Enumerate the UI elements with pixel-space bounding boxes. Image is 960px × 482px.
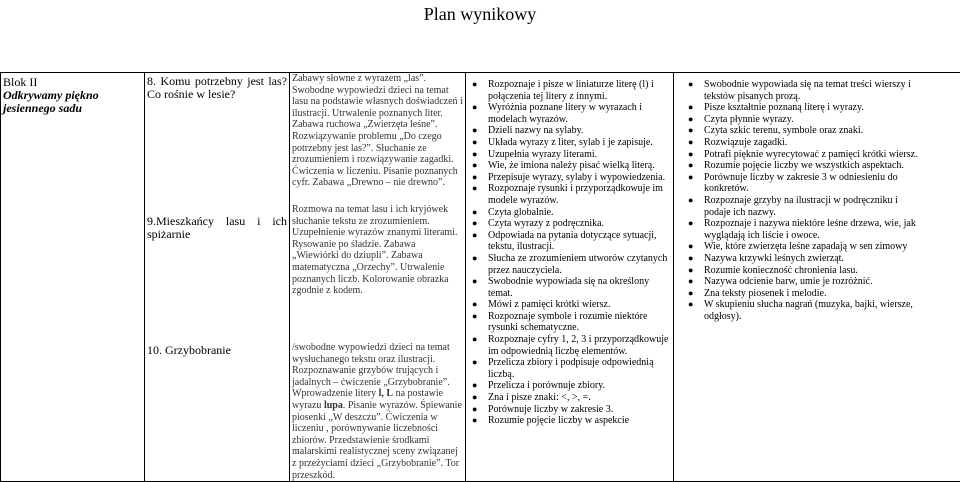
bullet-icon: ●: [688, 79, 693, 91]
extended-requirements-list: [676, 79, 958, 322]
bullet-icon: ●: [688, 114, 693, 126]
list-item: ● Rozwiązuje zagadki.: [704, 137, 918, 149]
bullet-icon: ●: [472, 207, 477, 219]
activity-8: Zabawy słowne z wyrazem „las”. Swobodne wypowiedzi dzieci na temat lasu na podstawie własnych doświadczeń i ilustracji. Utrwalenie poznanych liter. Zabawa ruchowa „Zwierzęta leśne”. Rozwiązywanie problemu „Do czego potrzebny jest las?”. Słuchanie ze zrozumieniem i rozwiązywanie zagadki. Ćwiczenia w liczeniu. Pisanie poznanych cyfr. Zabawa „Drewno – nie drewno”.: [292, 73, 463, 204]
bullet-icon: ●: [472, 172, 477, 184]
list-item: ● Uzupełnia wyrazy literami.: [488, 149, 671, 161]
bullet-icon: ●: [472, 357, 477, 369]
activity-10-part3: . Pisanie wyrazów. Śpiewanie piosenki „W deszczu”. Ćwiczenia w liczeniu , porównywanie liczebności zbiorów. Przedstawienie środkami malarskimi realistycznej sceny związanej z przeżyciami dzieci „Grzybobranie”. Tor przeszkód.: [292, 400, 462, 481]
topic-10: 10. Grzybobranie: [147, 344, 287, 357]
topic-8: 8. Komu potrzebny jest las? Co rośnie w lesie?: [147, 75, 287, 215]
bullet-icon: ●: [688, 125, 693, 137]
bullet-icon: ●: [688, 265, 693, 277]
bullet-icon: ●: [472, 79, 477, 91]
bullet-icon: ●: [472, 160, 477, 172]
bullet-icon: ●: [472, 311, 477, 323]
list-item: ● Przelicza zbiory i podpisuje odpowiednią liczbą.: [488, 357, 671, 380]
bullet-icon: ●: [688, 288, 693, 300]
list-item: ● W skupieniu słucha nagrań (muzyka, bajki, wiersze, odgłosy).: [704, 299, 918, 322]
bullet-icon: ●: [472, 276, 477, 288]
list-item: ● Rozpoznaje rysunki i przyporządkowuje im modele wyrazów.: [488, 183, 671, 206]
block-name-line2: jesiennego sadu: [3, 102, 142, 115]
bullet-icon: ●: [688, 276, 693, 288]
activity-10-letters: l, L: [379, 388, 393, 399]
list-item: ● Wyróżnia poznane litery w wyrazach i modelach wyrazów.: [488, 102, 671, 125]
list-item: ● Dzieli nazwy na sylaby.: [488, 125, 671, 137]
block-label: Blok II: [3, 73, 142, 89]
list-item: ● Czyta szkic terenu, symbole oraz znaki.: [704, 125, 918, 137]
list-item: ● Swobodnie wypowiada się na określony temat.: [488, 276, 671, 299]
bullet-icon: ●: [688, 137, 693, 149]
list-item: ● Rozumie pojęcie liczby we wszystkich aspektach.: [704, 160, 918, 172]
list-item: ● Potrafi pięknie wyrecytować z pamięci krótki wiersz.: [704, 149, 918, 161]
activity-10-part2: na postawie wyrazu: [292, 388, 443, 411]
block-name-line1: Odkrywamy piękno: [3, 89, 142, 102]
list-item: ● Czyta płynnie wyrazy.: [704, 114, 918, 126]
list-item: ● Zna i pisze znaki: <, >, =.: [488, 392, 671, 404]
list-item: ● Pisze kształtnie poznaną literę i wyrazy.: [704, 102, 918, 114]
bullet-icon: ●: [472, 334, 477, 346]
list-item: ● Rozpoznaje cyfry 1, 2, 3 i przyporządkowuje im odpowiednią liczbę elementów.: [488, 334, 671, 357]
list-item: ● Porównuje liczby w zakresie 3.: [488, 404, 671, 416]
list-item: ● Rozumie pojęcie liczby w aspekcie: [488, 415, 671, 427]
bullet-icon: ●: [472, 102, 477, 114]
bullet-icon: ●: [472, 380, 477, 392]
list-item: ● Rozpoznaje i nazywa niektóre leśne drzewa, wie, jak wyglądają ich liście i owoce.: [704, 218, 918, 241]
list-item: ● Czyta globalnie.: [488, 207, 671, 219]
activity-10: [292, 342, 463, 481]
basic-requirements-cell: [466, 73, 674, 482]
list-item: ● Porównuje liczby w zakresie 3 w odniesieniu do konkretów.: [704, 172, 918, 195]
bullet-icon: ●: [472, 218, 477, 230]
bullet-icon: ●: [472, 404, 477, 416]
activity-10-part1: /swobodne wypowiedzi dzieci na temat wysłuchanego tekstu oraz ilustracji. Rozpoznawanie grzybów trujących i jadalnych – ćwiczenie „Grzybobranie”. Wprowadzenie litery: [292, 342, 450, 399]
bullet-icon: ●: [472, 230, 477, 242]
list-item: ● Rozumie konieczność chronienia lasu.: [704, 265, 918, 277]
list-item: ● Nazywa odcienie barw, umie je rozróżnić.: [704, 276, 918, 288]
list-item: ● Wie, że imiona należy pisać wielką literą.: [488, 160, 671, 172]
list-item: ● Rozpoznaje i pisze w liniaturze literę (l) i połączenia tej litery z innymi.: [488, 79, 671, 102]
bullet-icon: ●: [472, 125, 477, 137]
block-cell: [1, 73, 145, 482]
bullet-icon: ●: [472, 299, 477, 311]
bullet-icon: ●: [688, 218, 693, 230]
list-item: ● Słucha ze zrozumieniem utworów czytanych przez nauczyciela.: [488, 253, 671, 276]
bullet-icon: ●: [688, 102, 693, 114]
activity-9: Rozmowa na temat lasu i ich kryjówek słuchanie tekstu ze zrozumieniem. Uzupełnienie wyrazów znanymi literami. Rysowanie po śladzie. Zabawa „Wiewiórki do dziupli”. Zabawa matematyczna „Orzechy”. Utrwalenie poznanych liczb. Kolorowanie obrazka zgodnie z kodem.: [292, 204, 463, 342]
list-item: ● Wie, które zwierzęta leśne zapadają w sen zimowy: [704, 241, 918, 253]
bullet-icon: ●: [688, 253, 693, 265]
bullet-icon: ●: [688, 172, 693, 184]
bullet-icon: ●: [472, 392, 477, 404]
topic-9: 9.Mieszkańcy lasu i ich spiżarnie: [147, 215, 287, 344]
list-item: ● Czyta wyrazy z podręcznika.: [488, 218, 671, 230]
list-item: ● Rozpoznaje symbole i rozumie niektóre rysunki schematyczne.: [488, 311, 671, 334]
list-item: ● Przepisuje wyrazy, sylaby i wypowiedzenia.: [488, 172, 671, 184]
bullet-icon: ●: [688, 160, 693, 172]
extended-requirements-cell: [674, 73, 960, 482]
plan-table: [0, 72, 960, 482]
list-item: ● Rozpoznaje grzyby na ilustracji w podręczniku i podaje ich nazwy.: [704, 195, 918, 218]
bullet-icon: ●: [472, 137, 477, 149]
bullet-icon: ●: [472, 253, 477, 265]
activity-10-word: lupa: [324, 400, 343, 411]
bullet-icon: ●: [472, 415, 477, 427]
bullet-icon: ●: [472, 149, 477, 161]
list-item: ● Mówi z pamięci krótki wiersz.: [488, 299, 671, 311]
list-item: ● Zna teksty piosenek i melodie.: [704, 288, 918, 300]
list-item: ● Swobodnie wypowiada się na temat treści wierszy i tekstów pisanych prozą.: [704, 79, 918, 102]
list-item: ● Układa wyrazy z liter, sylab i je zapisuje.: [488, 137, 671, 149]
list-item: ● Nazywa krzywki leśnych zwierząt.: [704, 253, 918, 265]
basic-requirements-list: [468, 79, 671, 427]
list-item: ● Odpowiada na pytania dotyczące sytuacji, tekstu, ilustracji.: [488, 230, 671, 253]
list-item: ● Przelicza i porównuje zbiory.: [488, 380, 671, 392]
bullet-icon: ●: [688, 241, 693, 253]
bullet-icon: ●: [688, 149, 693, 161]
topics-cell: [145, 73, 290, 482]
bullet-icon: ●: [472, 183, 477, 195]
page-title: Plan wynikowy: [0, 0, 960, 30]
bullet-icon: ●: [688, 299, 693, 311]
bullet-icon: ●: [688, 195, 693, 207]
activities-cell: [290, 73, 466, 482]
